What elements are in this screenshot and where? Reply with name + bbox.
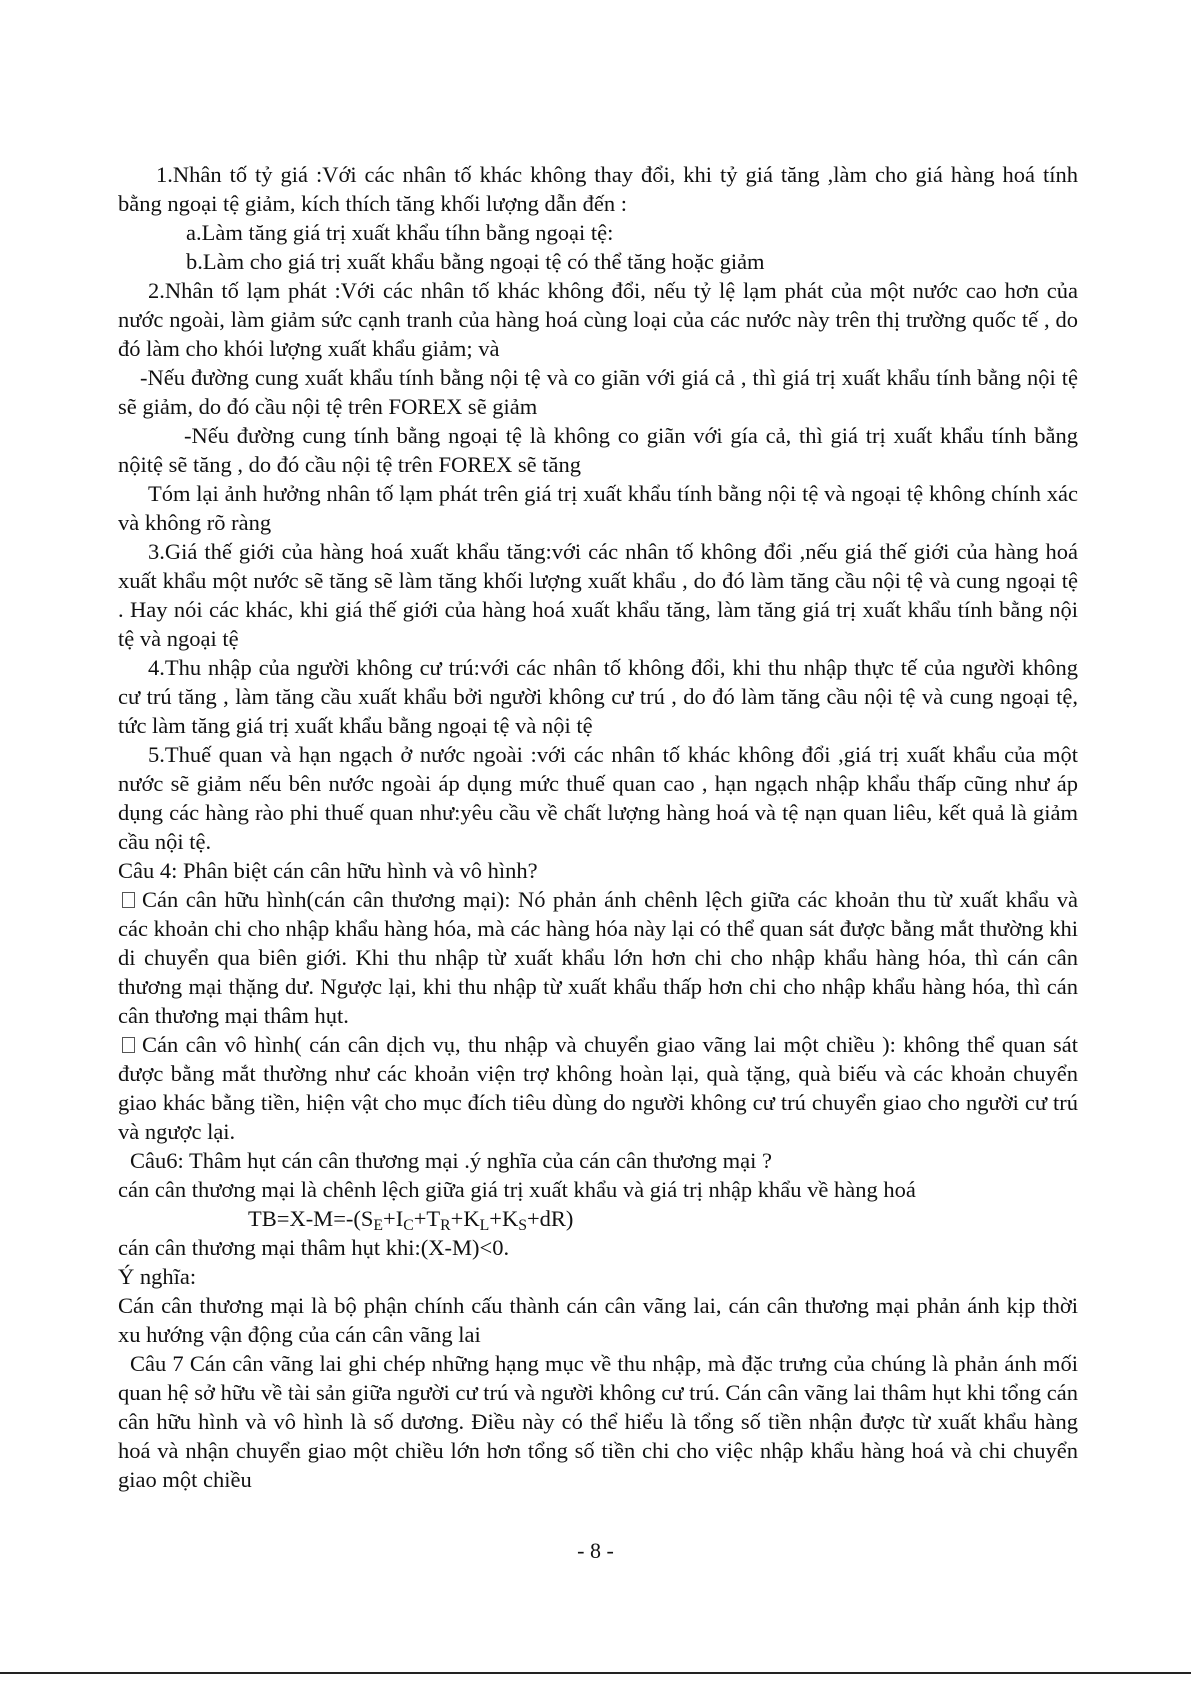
- para-factor-2-elastic: -Nếu đường cung xuất khẩu tính bằng nội tệ và co giãn với giá cả , thì giá trị xuất khẩu tính bằng nội tệ sẽ giảm, do đó cầu nội tệ trên FOREX sẽ giảm: [118, 365, 1078, 419]
- para-factor-5: 5.Thuế quan và hạn ngạch ở nước ngoài :với các nhân tố khác không đổi ,giá trị xuất khẩu của một nước sẽ giảm nếu bên nước ngoài áp dụng mức thuế quan cao , hạn ngạch nhập khẩu thấp cũng như áp dụng các hàng rào phi thuế quan như:yêu cầu về chất lượng hàng hoá và tệ nạn quan liêu, kết quả là giảm cầu nội tệ.: [118, 742, 1078, 854]
- para-factor-1a: a.Làm tăng giá trị xuất khẩu tíhn bằng ngoại tệ:: [186, 220, 614, 245]
- para-factor-2-inelastic: -Nếu đường cung tính bằng ngoại tệ là không co giãn với gía cả, thì giá trị xuất khẩu tính bằng nộitệ sẽ tăng , do đó cầu nội tệ trên FOREX sẽ tăng: [118, 423, 1078, 477]
- bullet-box-icon: [122, 1037, 135, 1053]
- para-factor-3: 3.Giá thế giới của hàng hoá xuất khẩu tăng:với các nhân tố không đổi ,nếu giá thế giới của hàng hoá xuất khẩu một nước sẽ tăng sẽ làm tăng khối lượng xuất khẩu , do đó làm tăng cầu nội tệ và cung ngoại tệ . Hay nói các khác, khi giá thế giới của hàng hoá xuất khẩu tăng, làm tăng giá trị xuất khẩu tính bằng nội tệ và ngoại tệ: [118, 539, 1078, 651]
- bottom-rule: [0, 1672, 1191, 1674]
- bullet-invisible-balance-row: [118, 1030, 1078, 1146]
- para-deficit-condition: cán cân thương mại thâm hụt khi:(X-M)<0.: [118, 1235, 510, 1260]
- para-meaning: Cán cân thương mại là bộ phận chính cấu thành cán cân vãng lai, cán cân thương mại phản ánh kịp thời xu hướng vận động của cán cân vãng lai: [118, 1293, 1078, 1347]
- para-factor-1b: b.Làm cho giá trị xuất khẩu bằng ngoại tệ có thể tăng hoặc giảm: [186, 249, 765, 274]
- para-factor-4: 4.Thu nhập của người không cư trú:với các nhân tố không đổi, khi thu nhập thực tế của người không cư trú tăng , làm tăng cầu xuất khẩu bởi người không cư trú , do đó làm tăng cầu nội tệ và cung ngoại tệ, tức làm tăng giá trị xuất khẩu bằng ngoại tệ và nội tệ: [118, 655, 1078, 738]
- para-cau-7: Câu 7 Cán cân vãng lai ghi chép những hạng mục về thu nhập, mà đặc trưng của chúng là phản ánh mối quan hệ sở hữu về tài sản giữa người cư trú và người không cư trú. Cán cân vãng lai thâm hụt khi tổng cán cân hữu hình và vô hình là số dương. Điều này có thể hiểu là tổng số tiền nhận được từ xuất khẩu hàng hoá và nhận chuyển giao một chiều lớn hơn tổng số tiền chi cho việc nhập khẩu hàng hoá và chi chuyển giao một chiều: [118, 1351, 1078, 1492]
- para-factor-2-summary: Tóm lại ảnh hưởng nhân tố lạm phát trên giá trị xuất khẩu tính bằng nội tệ và ngoại tệ không chính xác và không rõ ràng: [118, 481, 1078, 535]
- para-factor-1: 1.Nhân tố tỷ giá :Với các nhân tố khác không thay đổi, khi tỷ giá tăng ,làm cho giá hàng hoá tính bằng ngoại tệ giảm, kích thích tăng khối lượng dẫn đến :: [118, 162, 1078, 216]
- para-factor-2: 2.Nhân tố lạm phát :Với các nhân tố khác không đổi, nếu tỷ lệ lạm phát của một nước cao hơn của nước ngoài, làm giảm sức cạnh tranh của hàng hoá cùng loại của các nước này trên thị trường quốc tế , do đó làm cho khói lượng xuất khẩu giảm; và: [118, 278, 1078, 361]
- heading-cau-4: Câu 4: Phân biệt cán cân hữu hình và vô hình?: [118, 858, 538, 883]
- bullet-box-icon: [122, 892, 135, 908]
- trade-balance-formula: $TB=X-M=-(S_E+I_C+T_R+K_L+K_S+dR)$: [248, 1206, 574, 1234]
- bullet-visible-balance-row: [118, 885, 1078, 1030]
- page-number: - 8 -: [577, 1538, 614, 1563]
- bullet-visible-balance: Cán cân hữu hình(cán cân thương mại): Nó phản ánh chênh lệch giữa các khoản thu từ xuất khẩu và các khoản chi cho nhập khẩu hàng hóa, mà các hàng hóa này lại có thể quan sát được bằng mắt thường khi di chuyển qua biên giới. Khi thu nhập từ xuất khẩu lớn hơn chi cho nhập khẩu hàng hóa, thì cán cân thương mại thặng dư. Ngược lại, khi thu nhập từ xuất khẩu thấp hơn chi cho nhập khẩu hàng hóa, thì cán cân thương mại thâm hụt.: [118, 887, 1078, 1028]
- para-trade-balance-def: cán cân thương mại là chênh lệch giữa giá trị xuất khẩu và giá trị nhập khẩu về hàng hoá: [118, 1177, 916, 1202]
- bullet-invisible-balance: Cán cân vô hình( cán cân dịch vụ, thu nhập và chuyển giao vãng lai một chiều ): không thể quan sát được bằng mắt thường như các khoản viện trợ không hoàn lại, quà tặng, quà biếu và các khoản chuyển giao khác bằng tiền, hiện vật cho mục đích tiêu dùng do người không cư trú chuyển giao cho người cư trú và ngược lại.: [118, 1032, 1078, 1144]
- heading-cau-6: Câu6: Thâm hụt cán cân thương mại .ý nghĩa của cán cân thương mại ?: [130, 1148, 772, 1173]
- document-page: [118, 160, 1078, 1494]
- heading-y-nghia: Ý nghĩa:: [118, 1264, 197, 1289]
